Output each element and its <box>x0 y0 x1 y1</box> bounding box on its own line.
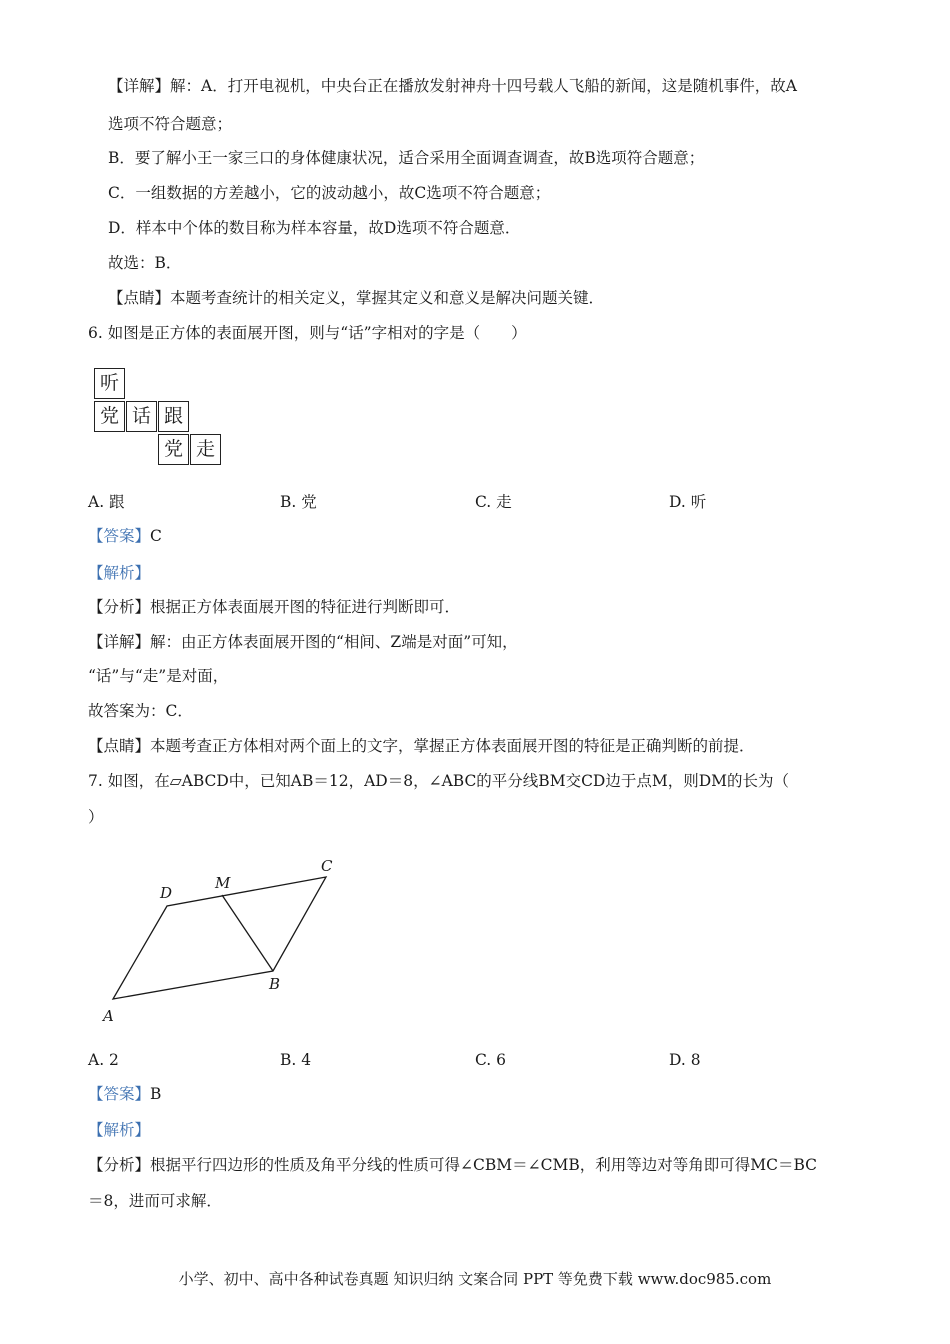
q7-option-b: B. 4 <box>280 1051 312 1069</box>
q5-detail-line-2: 选项不符合题意； <box>108 115 233 133</box>
net-cell-dang-2: 党 <box>158 434 189 465</box>
q5-detail-line-5: D．样本中个体的数目称为样本容量，故D选项不符合题意． <box>108 219 521 237</box>
q6-detail-2: “话”与“走”是对面， <box>88 667 229 685</box>
page-footer: 小学、初中、高中各种试卷真题 知识归纳 文案合同 PPT 等免费下载 www.doc985.com <box>178 1270 772 1288</box>
q6-analysis-tag: 【解析】 <box>88 564 151 582</box>
parallelogram-figure <box>95 850 345 1030</box>
q6-stem: 6. 如图是正方体的表面展开图，则与“话”字相对的字是（ ） <box>88 324 527 342</box>
q7-analysis-line-2: ＝8，进而可求解． <box>88 1192 222 1210</box>
label-c: C <box>321 857 333 875</box>
net-cell-gen: 跟 <box>158 401 189 432</box>
q5-key-point: 【点睛】本题考查统计的相关定义，掌握其定义和意义是解决问题关键． <box>108 289 605 307</box>
label-d: D <box>160 884 173 902</box>
segment-bm <box>222 895 273 971</box>
q6-answer-value: C <box>150 527 162 545</box>
q7-analysis-tag: 【解析】 <box>88 1121 151 1139</box>
q7-answer-value: B <box>150 1085 162 1103</box>
q7-stem-line-1: 7. 如图，在▱ABCD中，已知AB＝12，AD＝8，∠ABC的平分线BM交CD边于点M，则DM的长为（ <box>88 772 790 790</box>
q6-detail-1: 【详解】解：由正方体表面展开图的“相间、Z端是对面”可知， <box>88 633 518 651</box>
q7-option-a: A. 2 <box>88 1051 119 1069</box>
q5-detail-line-1: 【详解】解：A．打开电视机，中央台正在播放发射神舟十四号载人飞船的新闻，这是随机事件，故A <box>108 77 797 95</box>
q7-answer-tag: 【答案】 <box>88 1085 151 1103</box>
q6-option-a: A. 跟 <box>88 493 125 511</box>
parallelogram-abcd <box>113 877 326 999</box>
net-cell-hua: 话 <box>126 401 157 432</box>
q6-key-point: 【点睛】本题考查正方体相对两个面上的文字，掌握正方体表面展开图的特征是正确判断的前提． <box>88 737 755 755</box>
q6-answer-tag: 【答案】 <box>88 527 151 545</box>
label-b: B <box>269 975 281 993</box>
q6-analysis: 【分析】根据正方体表面展开图的特征进行判断即可． <box>88 598 461 616</box>
q7-option-c: C. 6 <box>475 1051 507 1069</box>
label-a: A <box>103 1007 114 1025</box>
q6-option-c: C. 走 <box>475 493 512 511</box>
q7-answer <box>88 1083 161 1105</box>
q6-detail-3: 故答案为：C． <box>88 702 193 720</box>
label-m: M <box>215 874 231 892</box>
q5-detail-line-4: C．一组数据的方差越小，它的波动越小，故C选项不符合题意； <box>108 184 551 202</box>
q6-option-d: D. 听 <box>669 493 707 511</box>
q6-answer <box>88 525 162 547</box>
q5-detail-line-6: 故选：B． <box>108 254 182 272</box>
net-cell-ting: 听 <box>94 368 125 399</box>
q6-option-b: B. 党 <box>280 493 317 511</box>
q7-option-d: D. 8 <box>669 1051 701 1069</box>
cube-net-figure <box>94 368 226 466</box>
net-cell-zou: 走 <box>190 434 221 465</box>
q7-analysis-line-1: 【分析】根据平行四边形的性质及角平分线的性质可得∠CBM＝∠CMB，利用等边对等角即可得MC＝BC <box>88 1156 817 1174</box>
net-cell-dang-1: 党 <box>94 401 125 432</box>
q7-stem-line-2: ） <box>88 808 104 826</box>
q5-detail-line-3: B．要了解小王一家三口的身体健康状况，适合采用全面调查调查，故B选项符合题意； <box>108 149 705 167</box>
